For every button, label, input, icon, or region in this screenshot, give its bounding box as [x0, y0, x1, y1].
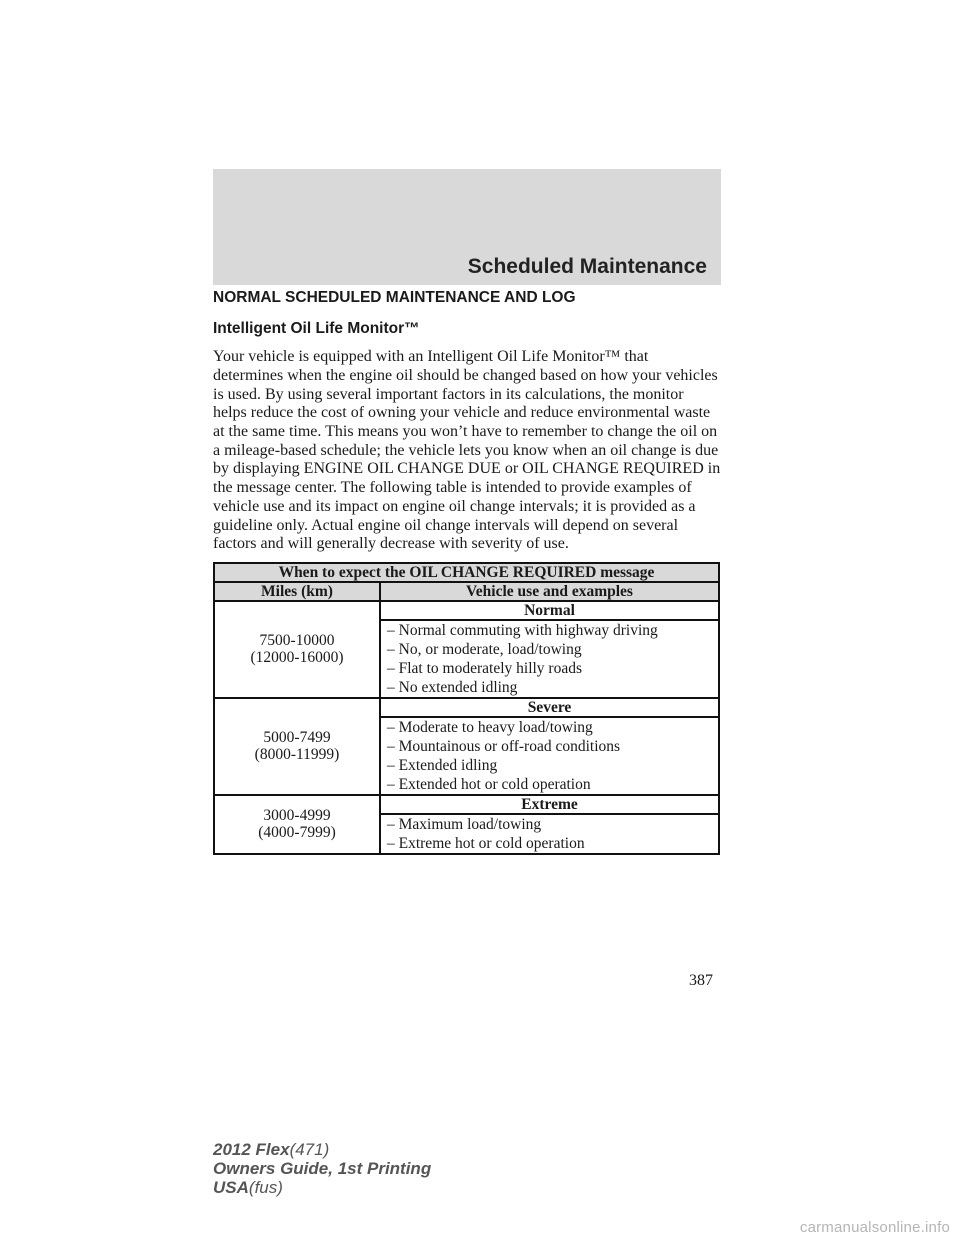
footer-model-code: (471) — [289, 1140, 330, 1159]
footer-market-code: (fus) — [248, 1178, 283, 1197]
miles-value: 7500-10000 — [259, 632, 335, 650]
miles-cell — [214, 601, 380, 698]
column-header-miles: Miles (km) — [214, 582, 380, 601]
example-item: – Moderate to heavy load/towing — [387, 718, 593, 736]
examples-cell — [380, 717, 719, 795]
km-value: (4000-7999) — [258, 824, 336, 842]
example-item: – No, or moderate, load/towing — [387, 640, 582, 658]
table-row — [214, 698, 719, 717]
category-cell: Normal — [380, 601, 719, 620]
example-item: – Flat to moderately hilly roads — [387, 659, 583, 677]
example-item: – Extended hot or cold operation — [387, 775, 591, 793]
table-header-row — [214, 582, 719, 601]
header-band — [213, 169, 721, 285]
page-content — [213, 289, 721, 855]
km-value: (8000-11999) — [254, 746, 340, 764]
print-footer — [213, 1140, 431, 1197]
miles-cell — [214, 795, 380, 854]
section-heading: NORMAL SCHEDULED MAINTENANCE AND LOG — [213, 289, 576, 306]
table-caption-row — [214, 563, 719, 582]
example-item: – Maximum load/towing — [387, 815, 542, 833]
table-row — [214, 601, 719, 620]
category-cell: Extreme — [380, 795, 719, 814]
example-item: – Extreme hot or cold operation — [387, 834, 585, 852]
site-watermark: carmanualsonline.info — [799, 1219, 950, 1236]
page-section-title: Scheduled Maintenance — [467, 255, 707, 278]
table-caption: When to expect the OIL CHANGE REQUIRED message — [214, 563, 719, 582]
subsection-heading: Intelligent Oil Life Monitor™ — [213, 319, 420, 337]
example-item: – Normal commuting with highway driving — [387, 621, 658, 639]
footer-edition: Owners Guide, 1st Printing — [213, 1159, 432, 1178]
examples-cell — [380, 814, 719, 854]
miles-value: 5000-7499 — [263, 729, 331, 747]
intro-paragraph: Your vehicle is equipped with an Intelligent Oil Life Monitor™ that determines when the engine oil should be changed based on how your vehicles is used. By using several important factors in its calculations, the monitor helps reduce the cost of owning your vehicle and reduce environmental waste at the same time. This means you won’t have to remember to change the oil on a mileage-based schedule; the vehicle lets you know when an oil change is due by displaying ENGINE OIL CHANGE DUE or OIL CHANGE REQUIRED in the message center. The following table is intended to provide examples of vehicle use and its impact on engine oil change intervals; it is provided as a guideline only. Actual engine oil change intervals will depend on several factors and will generally decrease with severity of use. — [213, 348, 721, 553]
column-header-vehicle-use: Vehicle use and examples — [380, 582, 719, 601]
table-row — [214, 795, 719, 814]
miles-value: 3000-4999 — [263, 807, 331, 825]
km-value: (12000-16000) — [250, 649, 344, 667]
miles-cell — [214, 698, 380, 795]
example-item: – Extended idling — [387, 756, 498, 774]
examples-cell — [380, 620, 719, 698]
footer-model: 2012 Flex — [213, 1140, 290, 1159]
example-item: – Mountainous or off-road conditions — [387, 737, 621, 755]
footer-market: USA — [213, 1178, 249, 1197]
category-cell: Severe — [380, 698, 719, 717]
oil-change-table — [213, 562, 720, 855]
page-number: 387 — [689, 972, 713, 989]
example-item: – No extended idling — [387, 678, 518, 696]
